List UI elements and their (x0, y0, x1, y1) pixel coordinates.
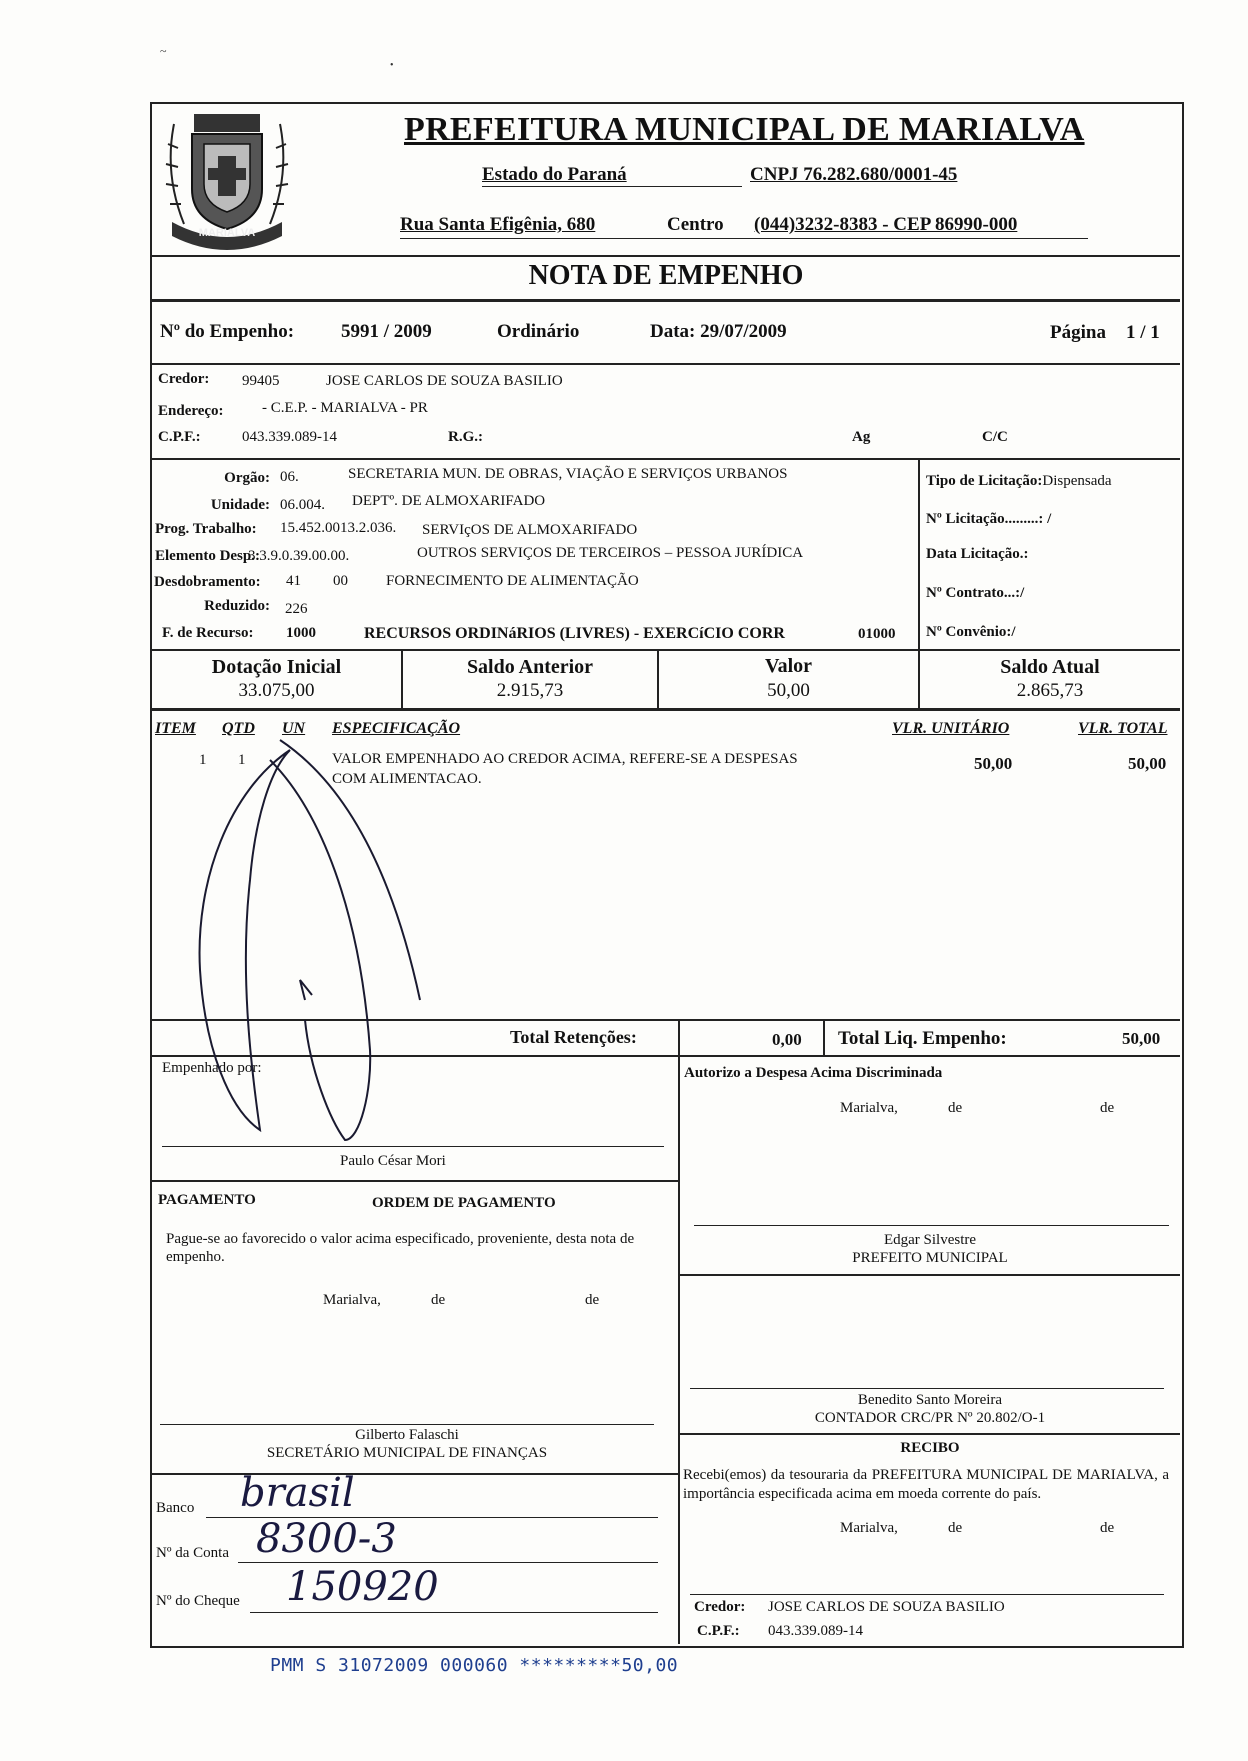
recibo-credor-label: Credor: (694, 1599, 746, 1615)
unidade-code: 06.004. (280, 497, 325, 513)
prog-desc: SERVIçOS DE ALMOXARIFADO (422, 522, 638, 538)
autorizo-signer-name: Edgar Silvestre (883, 1232, 977, 1248)
divider (152, 458, 1180, 460)
recurso-code2: 01000 (858, 626, 896, 642)
saldo-atual-label: Saldo Atual (1000, 656, 1100, 678)
cc-label: C/C (982, 429, 1008, 445)
desdobramento-code: 41 (286, 573, 301, 589)
dotacao-value: 33.075,00 (238, 680, 315, 701)
recibo-de1: de (948, 1520, 963, 1536)
recurso-code: 1000 (286, 625, 316, 641)
contador-name: Benedito Santo Moreira (857, 1392, 1003, 1408)
num-contrato: Nº Contrato...:/ (926, 585, 1025, 601)
recurso-desc: RECURSOS ORDINáRIOS (LIVRES) - EXERCíCIO CORR (364, 625, 785, 642)
prog-code: 15.452.0013.2.036. (280, 520, 397, 536)
conta-label: Nº da Conta (156, 1545, 229, 1561)
header-address: Rua Santa Efigênia, 680 (400, 214, 596, 235)
cpf-label: C.P.F.: (158, 429, 201, 445)
valor-value: 50,00 (767, 680, 810, 701)
col-qtd: QTD (222, 720, 255, 737)
elemento-label: Elemento Desp.: (155, 548, 260, 564)
recibo-city: Marialva, (840, 1520, 898, 1536)
valor-label: Valor (764, 655, 813, 677)
signature-line (694, 1225, 1169, 1226)
cheque-handwritten: 150920 (286, 1564, 439, 1610)
recibo-label: RECIBO (900, 1440, 960, 1456)
credor-code: 99405 (242, 373, 280, 389)
header-state: Estado do Paraná (482, 164, 627, 185)
tipo-licitacao-label-text: Tipo de Licitação: (926, 473, 1043, 489)
empenho-date: Data: 29/07/2009 (650, 321, 787, 342)
state-underline (482, 186, 742, 187)
header-phone-cep: (044)3232-8383 - CEP 86990-000 (754, 214, 1018, 235)
recibo-credor-name: JOSE CARLOS DE SOUZA BASILIO (768, 1599, 1005, 1615)
divider (679, 1433, 1180, 1435)
pagamento-text: Pague-se ao favorecido o valor acima especificado, proveniente, desta nota de empenho. (166, 1231, 635, 1265)
doc-title: NOTA DE EMPENHO (528, 260, 804, 291)
orgao-label: Orgão: (224, 470, 270, 486)
empenhado-name: Paulo César Mori (340, 1153, 446, 1169)
signature-scribble (190, 720, 450, 1160)
header-title: PREFEITURA MUNICIPAL DE MARIALVA (404, 111, 1085, 148)
recibo-text: Recebi(emos) da tesouraria da PREFEITURA MUNICIPAL DE MARIALVA, a importância especificada acima em moeda corrente do país. (683, 1467, 1169, 1502)
divider (152, 299, 1180, 302)
conta-line (238, 1562, 658, 1563)
validation-stamp: PMM S 31072009 000060 *********50,00 (270, 1655, 679, 1676)
cheque-line (250, 1612, 658, 1613)
autorizo-de1: de (948, 1100, 963, 1116)
signature-line (690, 1388, 1164, 1389)
address-underline (400, 238, 1088, 239)
empenho-type: Ordinário (497, 321, 580, 342)
ag-label: Ag (852, 429, 871, 445)
orgao-desc: SECRETARIA MUN. DE OBRAS, VIAÇÃO E SERVIÇOS URBANOS (348, 466, 788, 482)
contador-title: CONTADOR CRC/PR Nº 20.802/O-1 (814, 1410, 1046, 1426)
divider (678, 1020, 680, 1055)
desdobramento-label: Desdobramento: (154, 574, 261, 590)
cheque-label: Nº do Cheque (156, 1593, 240, 1609)
logo-text: MARIALVA (198, 227, 256, 239)
divider (918, 459, 920, 649)
prog-label: Prog. Trabalho: (155, 521, 257, 537)
ordem-pagamento-label: ORDEM DE PAGAMENTO (372, 1195, 556, 1211)
divider (823, 1020, 825, 1055)
coat-of-arms-logo (154, 104, 300, 254)
header-district: Centro (667, 214, 724, 235)
pagamento-label: PAGAMENTO (158, 1192, 256, 1208)
divider (678, 1056, 680, 1644)
divider (152, 255, 1180, 257)
item-desc-line2: COM ALIMENTACAO. (332, 771, 482, 787)
col-vlr-total: VLR. TOTAL (1078, 720, 1168, 737)
header-cnpj: CNPJ 76.282.680/0001-45 (750, 164, 958, 185)
conta-handwritten: 8300-3 (256, 1516, 397, 1562)
retencoes-label: Total Retenções: (510, 1027, 637, 1047)
item-qtd: 1 (238, 752, 246, 768)
saldo-anterior-label: Saldo Anterior (466, 656, 594, 678)
pagamento-de2: de (585, 1292, 600, 1308)
credor-name: JOSE CARLOS DE SOUZA BASILIO (326, 373, 563, 389)
item-number: 1 (199, 752, 207, 768)
autorizo-signer-title: PREFEITO MUNICIPAL (852, 1250, 1008, 1266)
recibo-cpf-value: 043.339.089-14 (768, 1623, 863, 1639)
data-licitacao: Data Licitação.: (926, 546, 1029, 562)
recibo-cpf-label: C.P.F.: (697, 1623, 740, 1639)
recurso-label: F. de Recurso: (162, 625, 254, 641)
saldo-anterior-value: 2.915,73 (496, 680, 564, 701)
endereco-value: - C.E.P. - MARIALVA - PR (262, 400, 428, 416)
tipo-licitacao-value: Dispensada (1042, 473, 1112, 489)
scan-mark: ~ (160, 44, 167, 58)
col-especificacao: ESPECIFICAÇÃO (332, 720, 461, 737)
saldo-atual-value: 2.865,73 (1016, 680, 1084, 701)
pagamento-signer-name: Gilberto Falaschi (355, 1427, 459, 1443)
pagamento-city: Marialva, (323, 1292, 381, 1308)
item-vlr-total: 50,00 (1128, 754, 1167, 773)
autorizo-label: Autorizo a Despesa Acima Discriminada (684, 1065, 943, 1081)
recibo-de2: de (1100, 1520, 1115, 1536)
pagamento-signer-title: SECRETÁRIO MUNICIPAL DE FINANÇAS (266, 1445, 548, 1461)
item-desc-line1: VALOR EMPENHADO AO CREDOR ACIMA, REFERE-SE A DESPESAS (332, 751, 798, 767)
credor-label: Credor: (158, 371, 210, 387)
endereco-label: Endereço: (158, 403, 224, 419)
reduzido-value: 226 (285, 601, 308, 617)
empenho-number: 5991 / 2009 (341, 321, 432, 342)
page-label: Página (1050, 322, 1106, 343)
reduzido-label: Reduzido: (204, 598, 270, 614)
cpf-value: 043.339.089-14 (242, 429, 337, 445)
desdobramento-desc: FORNECIMENTO DE ALIMENTAÇÃO (386, 573, 639, 589)
divider (152, 649, 1180, 651)
num-licitacao: Nº Licitação.........: / (926, 511, 1052, 527)
unidade-label: Unidade: (210, 497, 270, 513)
empenho-label: Nº do Empenho: (160, 321, 295, 342)
elemento-code: 3.3.9.0.39.00.00. (248, 548, 350, 564)
autorizo-city: Marialva, (840, 1100, 898, 1116)
elemento-desc: OUTROS SERVIÇOS DE TERCEIROS – PESSOA JURÍDICA (417, 545, 804, 561)
retencoes-value: 0,00 (772, 1030, 802, 1049)
divider (152, 1473, 678, 1475)
item-vlr-unitario: 50,00 (974, 754, 1013, 773)
num-convenio: Nº Convênio:/ (926, 624, 1016, 640)
signature-line (160, 1424, 654, 1425)
col-vlr-unitario: VLR. UNITÁRIO (892, 720, 1010, 737)
col-item: ITEM (155, 720, 196, 737)
liquido-label: Total Liq. Empenho: (838, 1028, 1007, 1049)
banco-label: Banco (156, 1500, 195, 1516)
divider (152, 1180, 678, 1182)
autorizo-de2: de (1100, 1100, 1115, 1116)
unidade-desc: DEPTº. DE ALMOXARIFADO (352, 493, 546, 509)
desdobramento-code2: 00 (333, 573, 348, 589)
col-un: UN (282, 720, 306, 737)
divider (679, 1274, 1180, 1276)
liquido-value: 50,00 (1122, 1029, 1161, 1048)
banco-handwritten: brasil (240, 1470, 355, 1516)
rg-label: R.G.: (448, 429, 483, 445)
empenhado-label: Empenhado por: (162, 1060, 262, 1076)
dotacao-label: Dotação Inicial (211, 656, 342, 678)
pagamento-de1: de (431, 1292, 446, 1308)
signature-line (690, 1594, 1164, 1595)
page-number: 1 / 1 (1126, 322, 1160, 343)
divider (152, 363, 1180, 365)
tipo-licitacao-label (926, 473, 1112, 490)
divider (152, 708, 1180, 711)
orgao-code: 06. (280, 469, 299, 485)
scan-mark: • (390, 60, 394, 71)
